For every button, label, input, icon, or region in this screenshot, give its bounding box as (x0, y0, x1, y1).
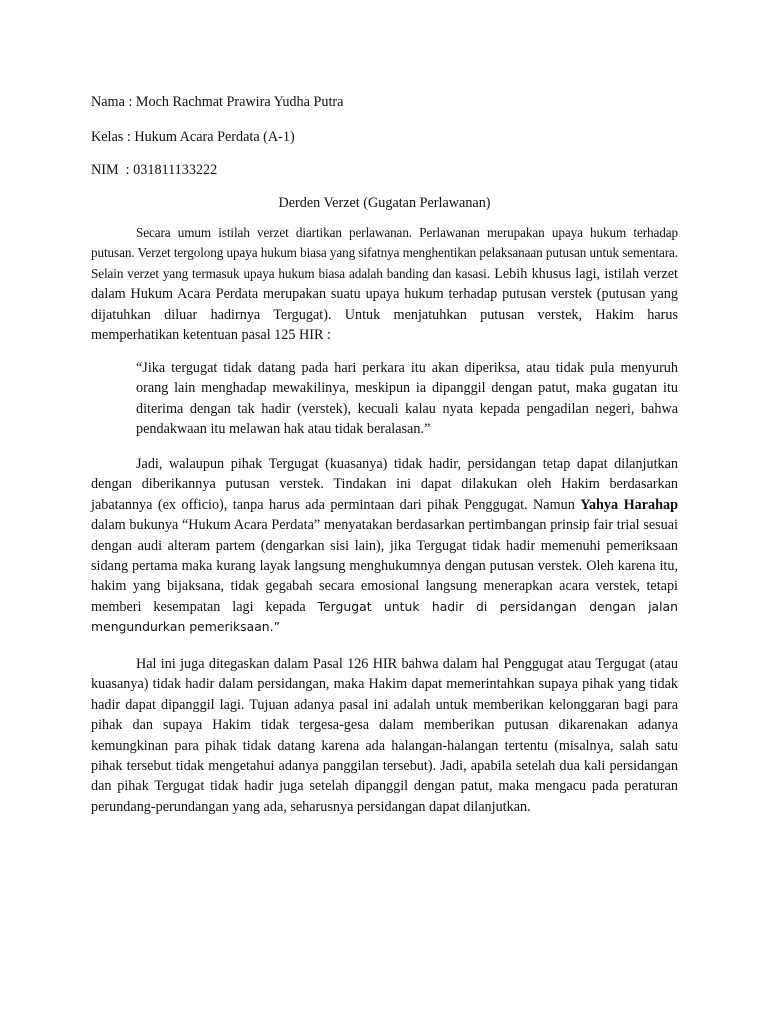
paragraph-2-part-b: dalam bukunya “Hukum Acara Perdata” menyatakan berdasarkan pertimbangan prinsip fair trial sesuai dengan audi alteram partem (dengarkan sisi lain), jika Tergugat tidak hadir memenuhi pemeriksaan sidang pertama maka kurang layak langsung menghukumnya dengan putusan verstek. Oleh karena itu, hakim yang bijaksana, tidak gegabah secara emosional langsung menerapkan acara verstek, tetapi memberi kesempatan lagi kepada (91, 496, 686, 615)
author-name: Yahya Harahap (580, 496, 678, 513)
paragraph-3 (91, 654, 678, 817)
student-id-line: NIM : 031811133222 (91, 162, 218, 178)
document-title: Derden Verzet (Gugatan Perlawanan) (278, 195, 491, 211)
class-line: Kelas : Hukum Acara Perdata (A-1) (91, 129, 295, 145)
quotation-pasal-125: “Jika tergugat tidak datang pada hari perkara itu akan diperiksa, atau tidak pula menyuruh orang lain menghadap mewakilinya, meskipun ia dipanggil dengan patut, maka gugatan itu diterima dengan tak hadir (verstek), kecuali kalau nyata kepada pengadilan negeri, bahwa pendakwaan itu melawan hak atau tidak beralasan.” (136, 360, 678, 438)
paragraph-1-part-a: Secara umum istilah verzet diartikan perlawanan. Perlawanan merupakan upaya hukum terhadap putusan. Verzet tergolong upaya hukum biasa yang sifatnya menghentikan pelaksanaan putusan untuk sementara. Selain verzet yang termasuk upaya hukum biasa adalah banding dan kasasi. (91, 225, 678, 281)
paragraph-2-part-c: Tergugat untuk hadir di persidangan dengan jalan mengundurkan pemeriksaan.” (91, 598, 678, 635)
paragraph-1-part-b: Lebih khusus lagi, istilah verzet dalam Hukum Acara Perdata merupakan suatu upaya hukum terhadap putusan verstek (putusan yang dijatuhkan diluar hadirnya Tergugat). Untuk menjatuhkan putusan verstek, Hakim harus memperhatikan ketentuan pasal 125 HIR : (91, 265, 679, 344)
paragraph-1 (91, 223, 678, 345)
student-name-line: Nama : Moch Rachmat Prawira Yudha Putra (91, 94, 344, 110)
paragraph-3-text: Hal ini juga ditegaskan dalam Pasal 126 HIR bahwa dalam hal Penggugat atau Tergugat (atau kuasanya) tidak hadir dalam persidangan, maka Hakim dapat memerintahkan supaya pihak yang tidak hadir dapat dipanggil lagi. Tujuan adanya pasal ini adalah untuk memberikan kelonggaran bagi para pihak dan supaya Hakim tidak tergesa-gesa dalam memberikan putusan dikarenakan adanya kemungkinan para pihak tidak datang karena ada halangan-halangan tertentu (misalnya, salah satu pihak tersebut tidak mengetahui adanya panggilan tersebut). Jadi, apabila setelah dua kali persidangan dan pihak Tergugat tidak hadir juga setelah dipanggil dengan patut, maka mengacu pada peraturan perundang-perundangan yang ada, seharusnya persidangan dapat dilanjutkan. (91, 656, 678, 815)
paragraph-2-part-a: Jadi, walaupun pihak Tergugat (kuasanya) tidak hadir, persidangan tetap dapat dilanjutkan dengan diberikannya putusan verstek. Tindakan ini dapat dilakukan oleh Hakim berdasarkan jabatannya (ex officio), tanpa harus ada permintaan dari pihak Penggugat. Namun (91, 456, 678, 513)
paragraph-2 (91, 454, 686, 638)
